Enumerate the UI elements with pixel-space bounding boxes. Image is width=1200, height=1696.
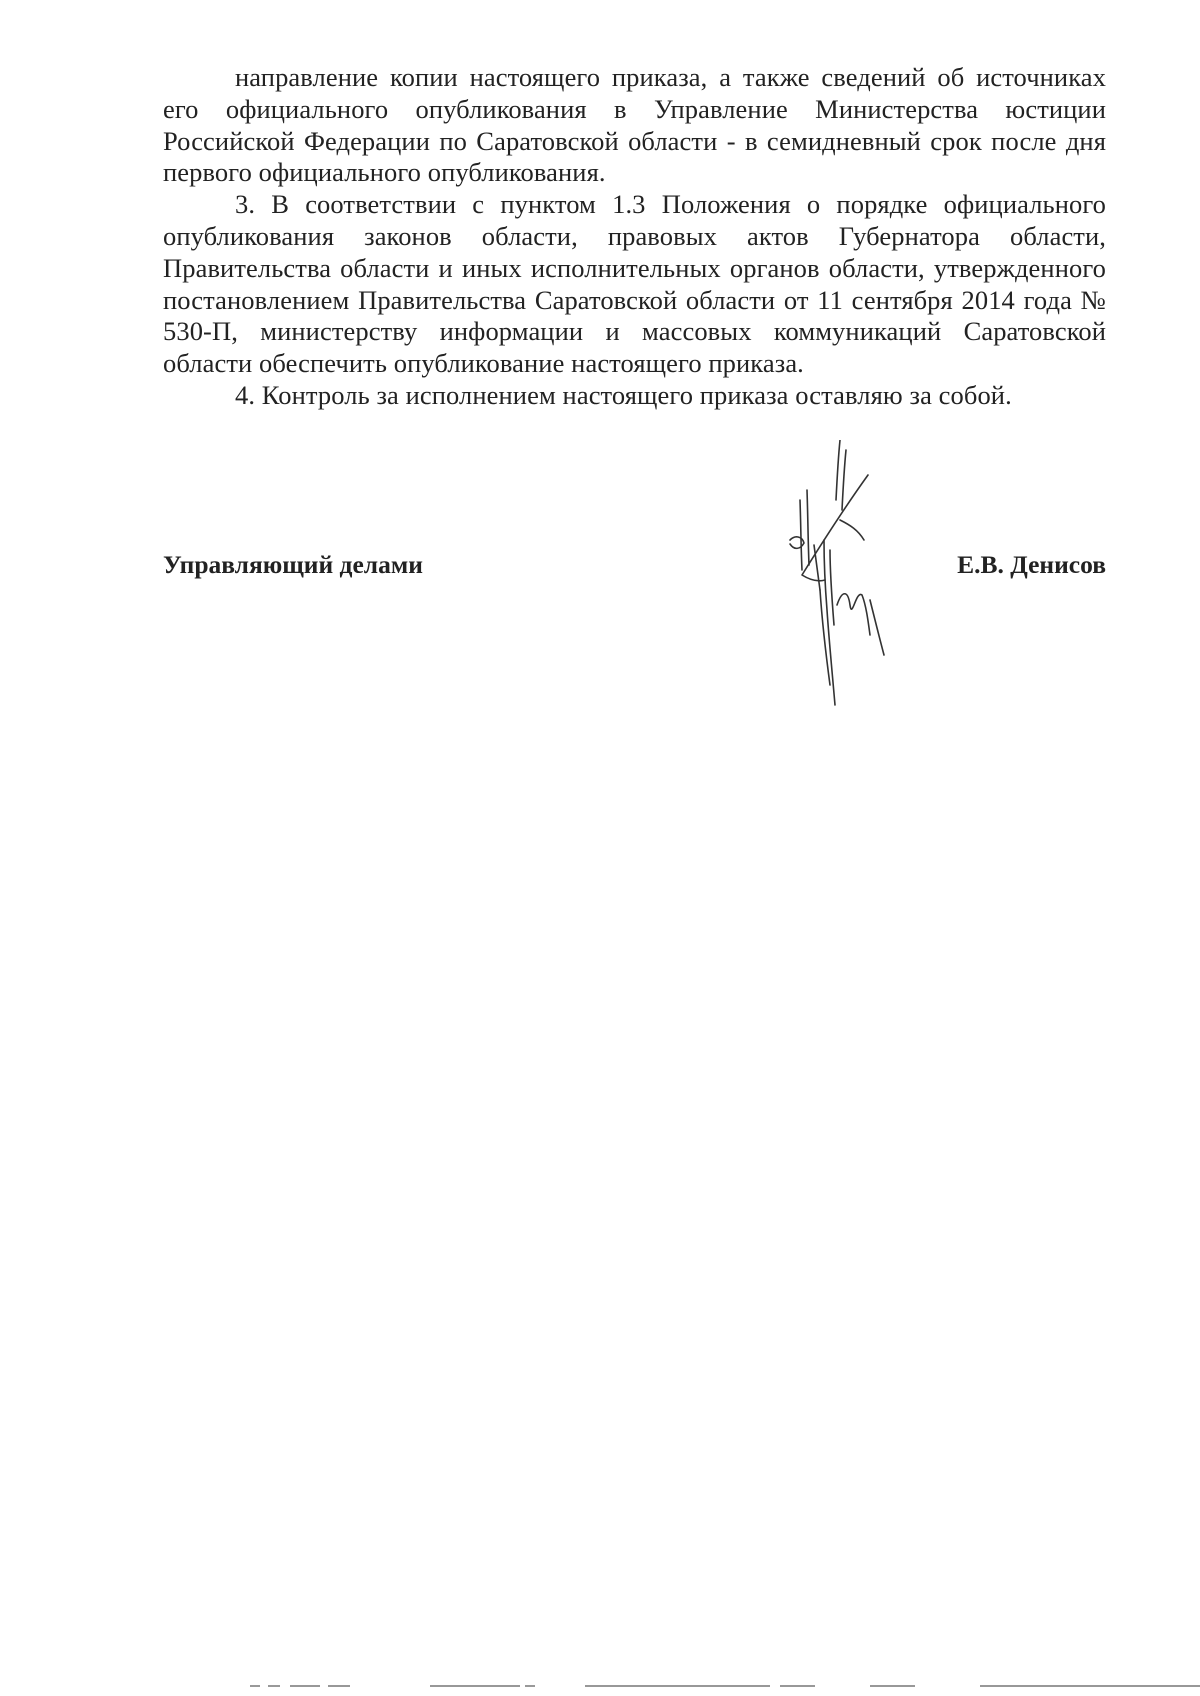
paragraph-item-3: 3. В соответствии с пунктом 1.3 Положения о порядке официального опубликования законов области, правовых актов Губернатора области, Правительства области и иных исполнительных органов области, утвержденного постановлением Правительства Саратовской области от 11 сентября 2014 года № 530-П, министерству информации и массовых коммуникаций Саратовской области обеспечить опубликование настоящего приказа. [163,189,1106,379]
paragraph-continuation: направление копии настоящего приказа, а также сведений об источниках его официального опубликования в Управление Министерства юстиции Российской Федерации по Саратовской области - в семидневный срок после дня первого официального опубликования. [163,62,1106,188]
signature-block [163,550,1106,590]
paragraph-item-4: 4. Контроль за исполнением настоящего приказа оставляю за собой. [235,379,1012,410]
signatory-name: Е.В. Денисов [957,550,1106,579]
footer-scan-lines [250,1683,1200,1689]
document-body [163,62,1106,412]
handwritten-signature [780,440,910,740]
signatory-position: Управляющий делами [163,550,423,579]
